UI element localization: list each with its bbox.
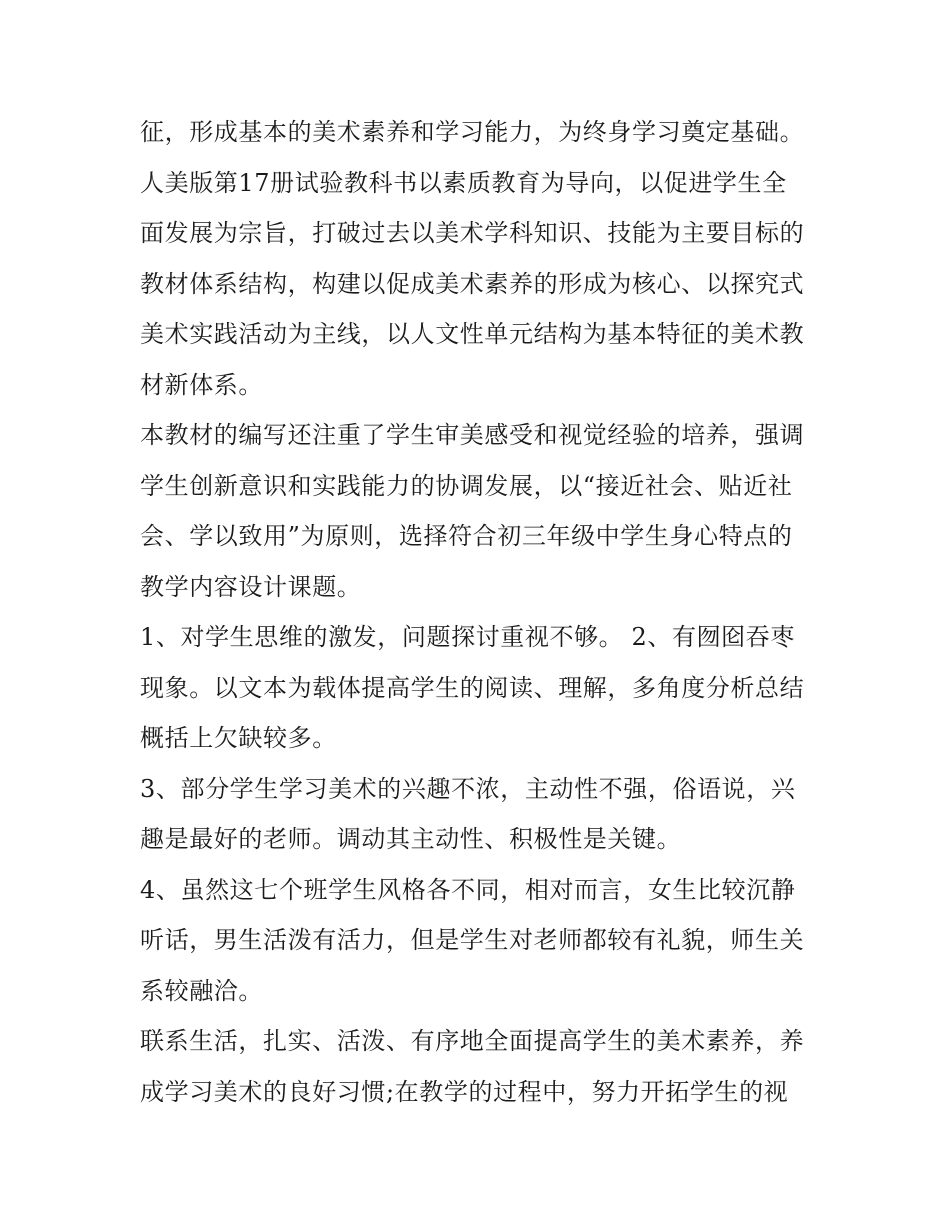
text-line: 现象。以文本为载体提高学生的阅读、理解，多角度分析总结 (140, 673, 805, 702)
text-line: 美术实践活动为主线，以人文性单元结构为基本特征的美术教 (140, 320, 805, 348)
text-line: 1、对学生思维的激发，问题探讨重视不够。 2、有囫囵吞枣 (140, 623, 795, 651)
text-line: 概括上欠缺较多。 (140, 724, 337, 752)
text-line: 3、部分学生学习美术的兴趣不浓，主动性不强，俗语说，兴 (140, 774, 796, 803)
text-line: 会、学以致用”为原则，选择符合初三年级中学生身心特点的 (140, 522, 793, 550)
text-line: 联系生活，扎实、活泼、有序地全面提高学生的美术素养，养 (140, 1027, 805, 1055)
text-line: 系较融洽。 (140, 976, 263, 1005)
text-line: 教学内容设计课题。 (140, 572, 362, 601)
text-line: 成学习美术的良好习惯;在教学的过程中，努力开拓学生的视 (140, 1077, 789, 1106)
text-line: 材新体系。 (140, 370, 263, 399)
text-line: 面发展为宗旨，打破过去以美术学科知识、技能为主要目标的 (140, 219, 805, 247)
document-body (140, 107, 820, 1117)
text-line: 教材体系结构，构建以促成美术素养的形成为核心、以探究式 (140, 269, 805, 298)
text-line: 学生创新意识和实践能力的协调发展，以“接近社会、贴近社 (140, 471, 793, 500)
text-line: 4、虽然这七个班学生风格各不同，相对而言，女生比较沉静 (140, 875, 796, 904)
text-line: 征，形成基本的美术素养和学习能力，为终身学习奠定基础。 (140, 118, 805, 146)
text-line: 人美版第17册试验教科书以素质教育为导向，以促进学生全 (140, 168, 787, 197)
text-line: 趣是最好的老师。调动其主动性、积极性是关键。 (140, 825, 682, 853)
text-line: 本教材的编写还注重了学生审美感受和视觉经验的培养，强调 (140, 421, 805, 449)
text-line: 听话，男生活泼有活力，但是学生对老师都较有礼貌，师生关 (140, 926, 805, 954)
